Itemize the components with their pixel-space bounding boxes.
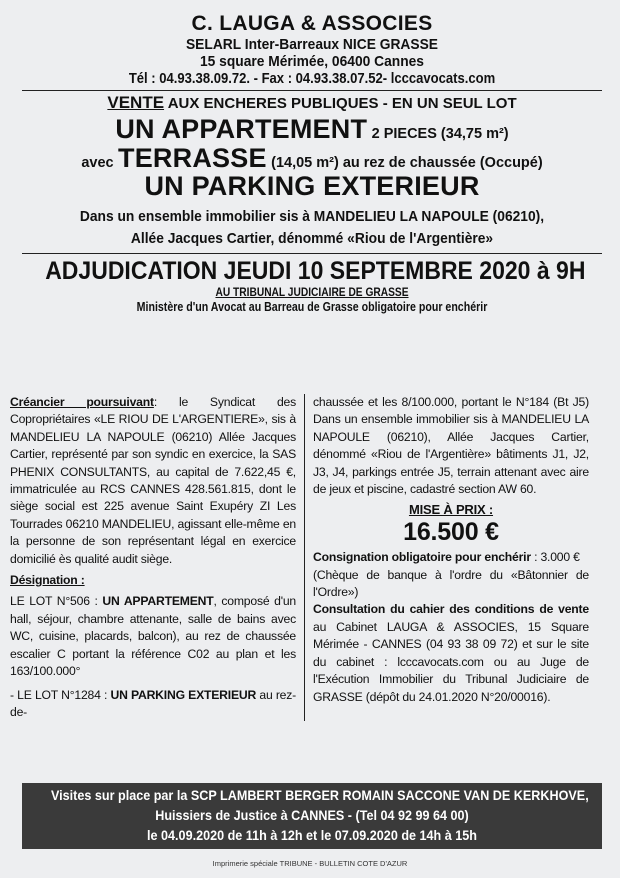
firm-line: SELARL Inter-Barreaux NICE GRASSE [185,36,439,54]
title-parking: UN PARKING EXTERIEUR [144,171,480,201]
location-line-1: Dans un ensemble immobilier sis à MANDELIEU LA NAPOULE (06210), [79,208,545,226]
consignation-note: (Chèque de banque à l'ordre du «Bâtonnier de l'Ordre») [313,567,589,600]
ministere-note: Ministère d'un Avocat au Barreau de Grasse obligatoire pour enchérir [136,300,488,315]
lot-506: LE LOT N°506 : UN APPARTEMENT, composé d'un hall, séjour, chambre attenante, salle de bains avec WC, cuisine, placards, balcon), au rez de chaussée escalier C portant la référence C02 au plan et les 163/100.000° [10,594,296,679]
visits-banner [22,783,602,849]
firm-contact: Tél : 04.93.38.09.72. - Fax : 04.93.38.07.52- lcccavocats.com [128,70,496,87]
right-column [305,394,589,721]
firm-address: 15 square Mérimée, 06400 Cannes [199,53,424,71]
details-columns [10,394,590,721]
visits-line-2: Huissiers de Justice à CANNES - (Tel 04 92 99 64 00) [155,807,469,823]
firm-header [22,12,602,87]
left-column [10,394,305,721]
mise-a-prix-value: 16.500 € [403,517,499,546]
location-line-2: Allée Jacques Cartier, dénommé «Riou de l'Argentière» [130,230,494,248]
location [45,206,579,250]
firm-name: C. LAUGA & ASSOCIES [191,12,433,35]
title-appartement: UN APPARTEMENT 2 PIECES (34,75 m²) [115,114,509,145]
vente-rest: AUX ENCHERES PUBLIQUES - EN UN SEUL LOT [167,95,517,113]
notice [22,12,602,314]
lot-1284: - LE LOT N°1284 : UN PARKING EXTERIEUR au rez-de- [10,687,297,719]
sale-type [22,93,602,113]
consignation: Consignation obligatoire pour enchérir : 3.000 € [313,550,580,565]
designation-label: Désignation : [10,573,85,588]
vente-label: VENTE [107,93,165,113]
mise-a-prix-label: MISE À PRIX : [408,502,494,518]
visits-line-3: le 04.09.2020 de 11h à 12h et le 07.09.2020 de 14h à 15h [147,827,477,843]
consultation: Consultation du cahier des conditions de vente au Cabinet LAUGA & ASSOCIES, 15 Square Mérimée - CANNES (04 93 38 09 72) et sur le site du cabinet : lcccavocats.com ou au Juge de l'Exécution Immobilier du Tribunal Judiciaire de GRASSE (dépôt du 24.01.2020 N°20/00016). [313,602,589,704]
title-terrasse: avec TERRASSE (14,05 m²) au rez de chaussée (Occupé) [81,142,543,173]
lot-1284-continued: chaussée et les 8/100.000, portant le N°184 (Bt J5) Dans un ensemble immobilier sis à MANDELIEU LA NAPOULE (06210), Allée Jacques Cartier, dénommé «Riou de l'Argentière» bâtiments J1, J2, J3, J4, parkings entrée J5, terrain attenant avec aire de jeux et piscine, cadastré section AW 60. [313,395,589,497]
divider [22,90,602,91]
creancier: Créancier poursuivant: le Syndicat des Copropriétaires «LE RIOU DE L'ARGENTIERE», sis à MANDELIEU LA NAPOULE (06210) Allée Jacques Cartier, représenté par son syndic en exercice, la SAS PHENIX CONSULTANTS, au capital de 7.622,45 €, immatriculée au RCS CANNES 428.561.815, dont le siège social est 225 avenue Saint Exupéry ZI Les Tourrades 06210 MANDELIEU, agissant elle-même en la personne de son représentant légal en exercice domicilié ès qualité audit siège. [10,395,296,566]
visits-line-1: Visites sur place par la SCP LAMBERT BERGER ROMAIN SACCONE VAN DE KERKHOVE, [51,787,589,803]
printer-footer: Imprimerie spéciale TRIBUNE - BULLETIN COTE D'AZUR [212,859,408,868]
divider [22,253,602,254]
tribunal: AU TRIBUNAL JUDICIAIRE DE GRASSE [215,285,409,300]
adjudication-title: ADJUDICATION JEUDI 10 SEPTEMBRE 2020 à 9H [45,256,586,285]
